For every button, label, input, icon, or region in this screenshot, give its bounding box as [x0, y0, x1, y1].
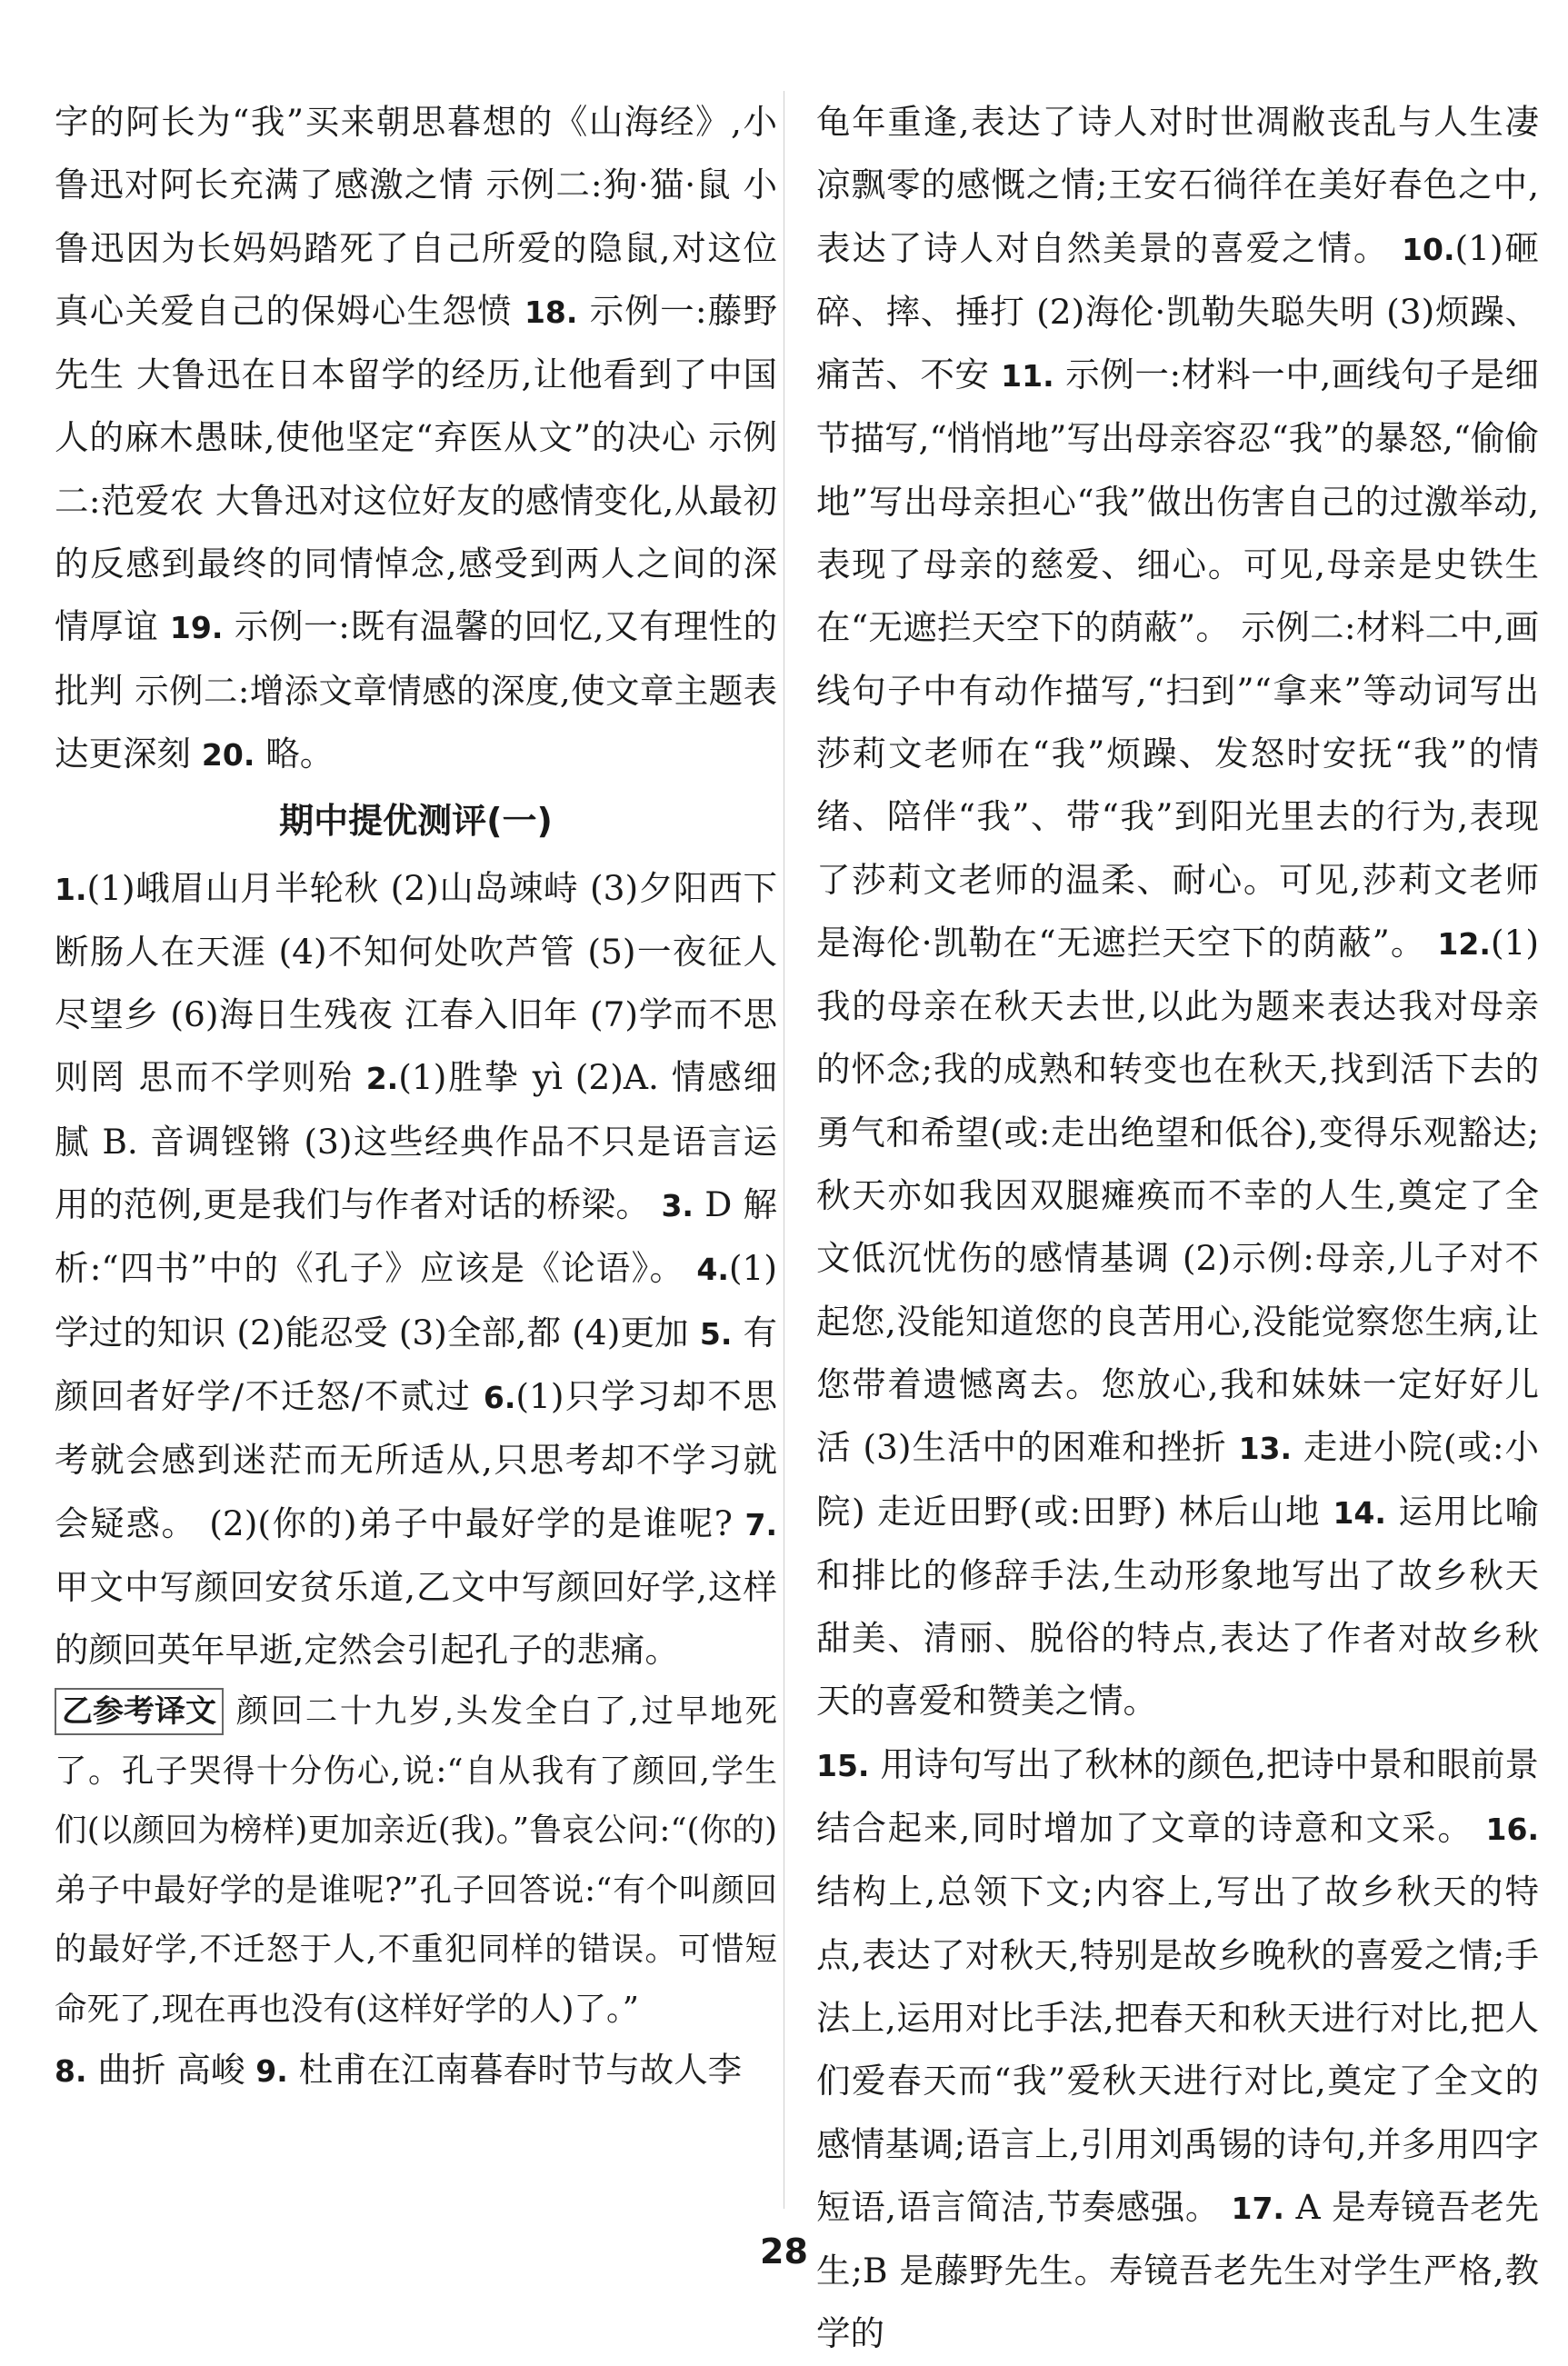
question-number: 18.	[524, 294, 578, 330]
translation-paragraph: 乙参考译文 颜回二十九岁,头发全白了,过早地死了。孔子哭得十分伤心,说:“自从我有了颜回,学生们(以颜回为榜样)更加亲近(我)。”鲁哀公问:“(你的)弟子中最好学的是谁呢?”孔子回答说:“有个叫颜回的最好学,不迁怒于人,不重犯同样的错误。可惜短命死了,现在再也没有(这样好学的人)了。”	[55, 1682, 777, 2039]
answer-paragraph: 15. 用诗句写出了秋林的颜色,把诗中景和眼前景结合起来,同时增加了文章的诗意和文采。 16. 结构上,总领下文;内容上,写出了故乡秋天的特点,表达了对秋天,特别是故乡晚秋的喜爱之情;手法上,运用对比手法,把春天和秋天进行对比,把人们爱春天而“我”爱秋天进行对比,奠定了全文的感情基调;语言上,引用刘禹锡的诗句,并多用四字短语,语言简洁,节奏感强。 17. A 是寿镜吾老先生;B 是藤野先生。寿镜吾老先生对学生严格,教学的	[816, 1743, 1540, 2354]
question-number: 6.	[483, 1379, 516, 1415]
answer-paragraph: 8. 曲折 高峻 9. 杜甫在江南暮春时节与故人李	[55, 2050, 743, 2091]
question-number: 7.	[744, 1506, 777, 1542]
question-number: 9.	[255, 2053, 288, 2090]
question-number: 2.	[365, 1061, 399, 1097]
question-number: 13.	[1238, 1431, 1293, 1467]
question-number: 19.	[169, 610, 224, 646]
question-number: 16.	[1485, 1812, 1539, 1848]
answer-paragraph: 1.(1)峨眉山月半轮秋 (2)山岛竦峙 (3)夕阳西下 断肠人在天涯 (4)不知何处吹芦管 (5)一夜征人尽望乡 (6)海日生残夜 江春入旧年 (7)学而不思则罔 思而不学则殆 2.(1)胜挚 yì (2)A. 情感细腻 B. 音调铿锵 (3)这些经典作品不只是语言运用的范例,更是我们与作者对话的桥梁。 3. D 解析:“四书”中的《孔子》应该是《论语》。 4.(1)学过的知识 (2)能忍受 (3)全部,都 (4)更加 5. 有颜回者好学/不迁怒/不贰过 6.(1)只学习却不思考就会感到迷茫而无所适从,只思考却不学习就会疑惑。 (2)(你的)弟子中最好学的是谁呢? 7. 甲文中写颜回安贫乐道,乙文中写颜回好学,这样的颜回英年早逝,定然会引起孔子的悲痛。	[55, 867, 778, 1671]
question-number: 3.	[661, 1188, 694, 1224]
question-number: 8.	[55, 2053, 87, 2090]
question-number: 4.	[696, 1252, 729, 1288]
translation-label: 乙参考译文	[55, 1688, 224, 1735]
question-number: 15.	[816, 1747, 870, 1783]
left-column	[55, 91, 777, 2211]
question-number: 5.	[699, 1315, 733, 1352]
answer-paragraph: 龟年重逢,表达了诗人对时世凋敝丧乱与人生凄凉飘零的感慨之情;王安石徜徉在美好春色之中,表达了诗人对自然美景的喜爱之情。 10.(1)砸碎、摔、捶打 (2)海伦·凯勒失聪失明 (3)烦躁、痛苦、不安 11. 示例一:材料一中,画线句子是细节描写,“悄悄地”写出母亲容忍“我”的暴怒,“偷偷地”写出母亲担心“我”做出伤害自己的过激举动,表现了母亲的慈爱、细心。可见,母亲是史铁生在“无遮拦天空下的荫蔽”。 示例二:材料二中,画线句子中有动作描写,“扫到”“拿来”等动词写出莎莉文老师在“我”烦躁、发怒时安抚“我”的情绪、陪伴“我”、带“我”到阳光里去的行为,表现了莎莉文老师的温柔、耐心。可见,莎莉文老师是海伦·凯勒在“无遮拦天空下的荫蔽”。 12.(1)我的母亲在秋天去世,以此为题来表达我对母亲的怀念;我的成熟和转变也在秋天,找到活下去的勇气和希望(或:走出绝望和低谷),变得乐观豁达;秋天亦如我因双腿瘫痪而不幸的人生,奠定了全文低沉忧伤的感情基调 (2)示例:母亲,儿子对不起您,没能知道您的良苦用心,没能觉察您生病,让您带着遗憾离去。您放心,我和妹妹一定好好儿活 (3)生活中的困难和挫折 13. 走进小院(或:小院) 走近田野(或:田野) 林后山地 14. 运用比喻和排比的修辞手法,生动形象地写出了故乡秋天甜美、清丽、脱俗的特点,表达了作者对故乡秋天的喜爱和赞美之情。	[816, 102, 1539, 1722]
page-number: 28	[760, 2231, 808, 2271]
question-number: 11.	[1001, 358, 1054, 394]
question-number: 10.	[1402, 231, 1455, 267]
answer-paragraph: 字的阿长为“我”买来朝思暮想的《山海经》,小鲁迅对阿长充满了感激之情 示例二:狗·猫·鼠 小鲁迅因为长妈妈踏死了自己所爱的隐鼠,对这位真心关爱自己的保姆心生怨愤 18. 示例一:藤野先生 大鲁迅在日本留学的经历,让他看到了中国人的麻木愚昧,使他坚定“弃医从文”的决心 示例二:范爱农 大鲁迅对这位好友的感情变化,从最初的反感到最终的同情悼念,感受到两人之间的深情厚谊 19. 示例一:既有温馨的回忆,又有理性的批判 示例二:增添文章情感的深度,使文章主题表达更深刻 20. 略。	[55, 102, 777, 774]
right-column	[816, 91, 1540, 2354]
question-number: 1.	[55, 871, 87, 907]
section-title: 期中提优测评(一)	[279, 801, 553, 842]
question-number: 20.	[201, 736, 255, 773]
question-number: 12.	[1437, 925, 1491, 962]
question-number: 17.	[1231, 2190, 1284, 2226]
question-number: 14.	[1333, 1494, 1386, 1531]
